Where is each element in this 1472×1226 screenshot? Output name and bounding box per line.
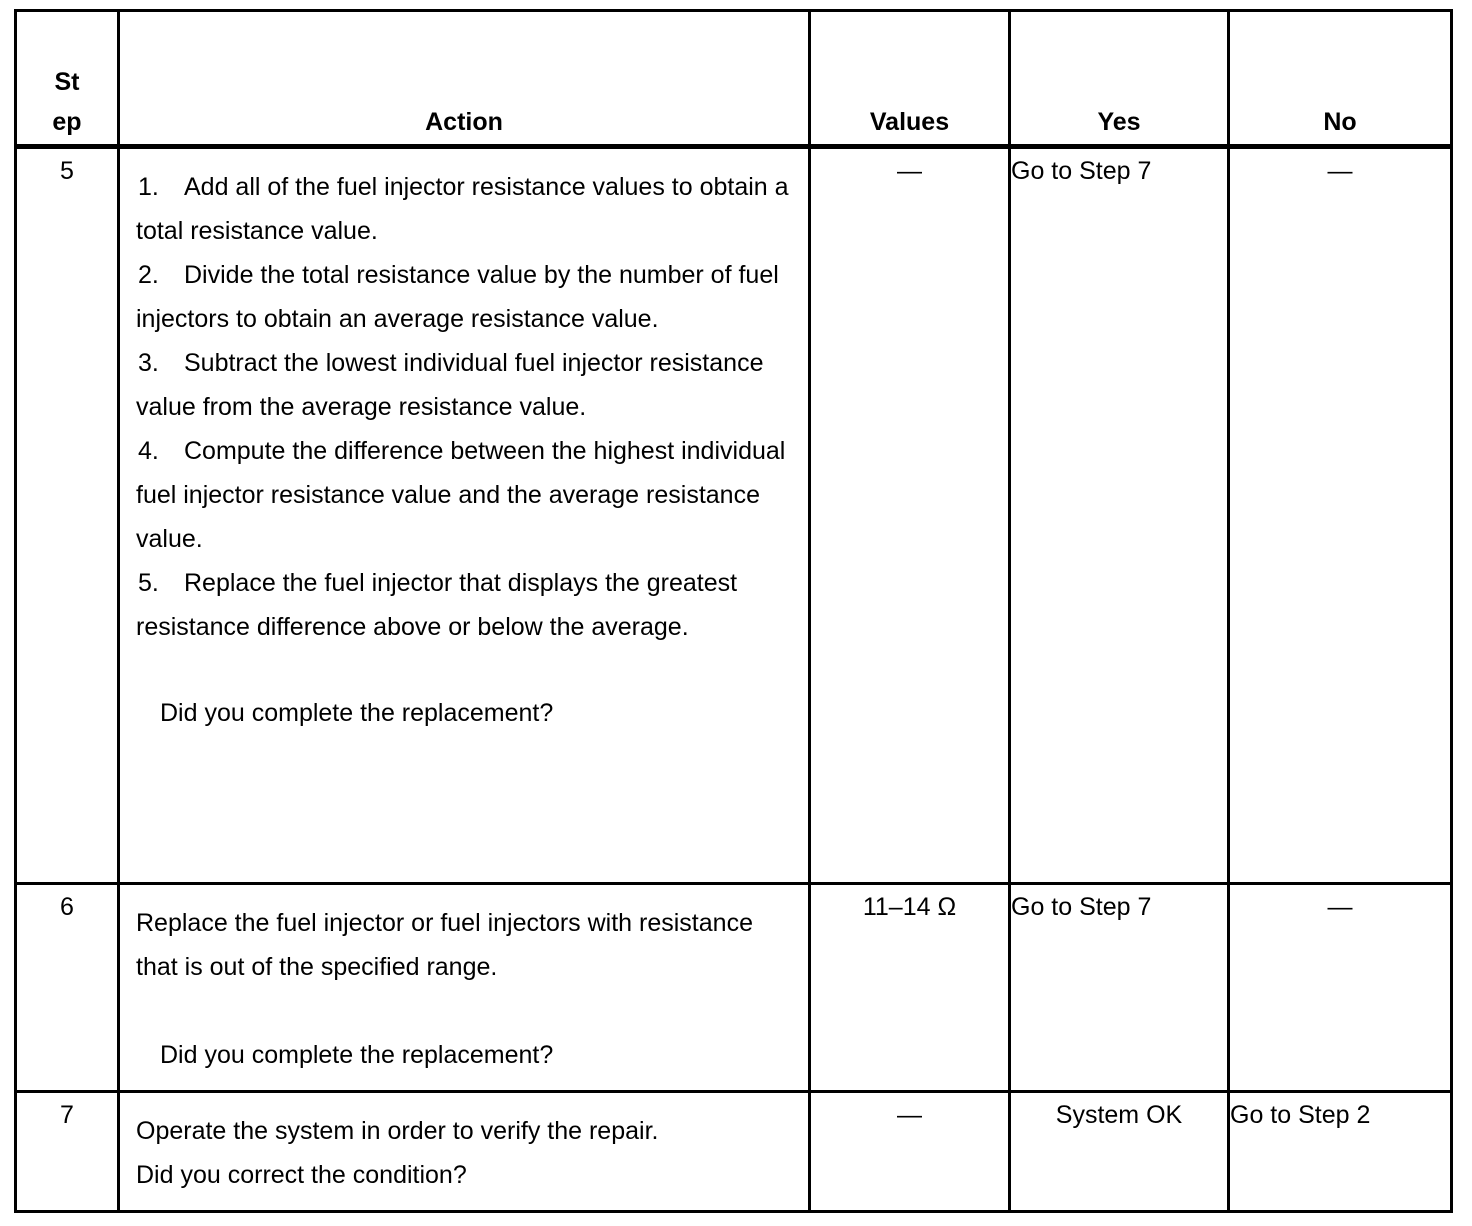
no-cell: —: [1229, 884, 1452, 1092]
action-text: Operate the system in order to verify the repair.: [136, 1117, 659, 1145]
action-step-item: [136, 165, 794, 253]
diagnostic-table: [14, 9, 1453, 1213]
action-step-item: [136, 253, 794, 341]
action-cell: [119, 1092, 810, 1212]
step-number: 6: [16, 884, 119, 1092]
table-row-step-7: [16, 1092, 1452, 1212]
action-step-text: Divide the total resistance value by the number of fuel injectors to obtain an average resistance value.: [136, 261, 779, 333]
action-step-number: 3.: [138, 349, 159, 377]
values-cell: 11–14 Ω: [810, 884, 1010, 1092]
action-question: Did you complete the replacement?: [160, 699, 554, 727]
yes-cell: Go to Step 7: [1010, 147, 1229, 884]
action-step-number: 4.: [138, 437, 159, 465]
action-step-item: [136, 341, 794, 429]
header-step-line2: ep: [52, 108, 82, 136]
action-step-text: Compute the difference between the highest individual fuel injector resistance value and the average resistance value.: [136, 437, 786, 553]
action-cell: [119, 147, 810, 884]
action-text: Replace the fuel injector or fuel injectors with resistance that is out of the specified range.: [136, 909, 753, 981]
values-cell: —: [810, 147, 1010, 884]
step-number: 5: [16, 147, 119, 884]
table-row-step-6: [16, 884, 1452, 1092]
table-header-row: [16, 11, 1452, 147]
header-step: [16, 11, 119, 147]
header-values: Values: [810, 11, 1010, 147]
action-cell: [119, 884, 810, 1092]
values-cell: —: [810, 1092, 1010, 1212]
header-no: No: [1229, 11, 1452, 147]
action-step-text: Add all of the fuel injector resistance values to obtain a total resistance value.: [136, 173, 789, 245]
action-step-number: 5.: [138, 569, 159, 597]
action-step-text: Replace the fuel injector that displays the greatest resistance difference above or below the average.: [136, 569, 738, 641]
yes-cell: System OK: [1010, 1092, 1229, 1212]
step-number: 7: [16, 1092, 119, 1212]
action-question: Did you correct the condition?: [136, 1161, 467, 1189]
action-step-number: 2.: [138, 261, 159, 289]
action-step-item: [136, 429, 794, 561]
action-step-text: Subtract the lowest individual fuel injector resistance value from the average resistance value.: [136, 349, 764, 421]
header-action: Action: [119, 11, 810, 147]
action-step-number: 1.: [138, 173, 159, 201]
no-cell: —: [1229, 147, 1452, 884]
header-step-line1: St: [54, 68, 80, 96]
action-step-item: [136, 561, 794, 649]
action-question: Did you complete the replacement?: [160, 1041, 554, 1069]
action-steps-list: [136, 165, 794, 649]
yes-cell: Go to Step 7: [1010, 884, 1229, 1092]
no-cell: Go to Step 2: [1229, 1092, 1452, 1212]
header-yes: Yes: [1010, 11, 1229, 147]
table-row-step-5: [16, 147, 1452, 884]
